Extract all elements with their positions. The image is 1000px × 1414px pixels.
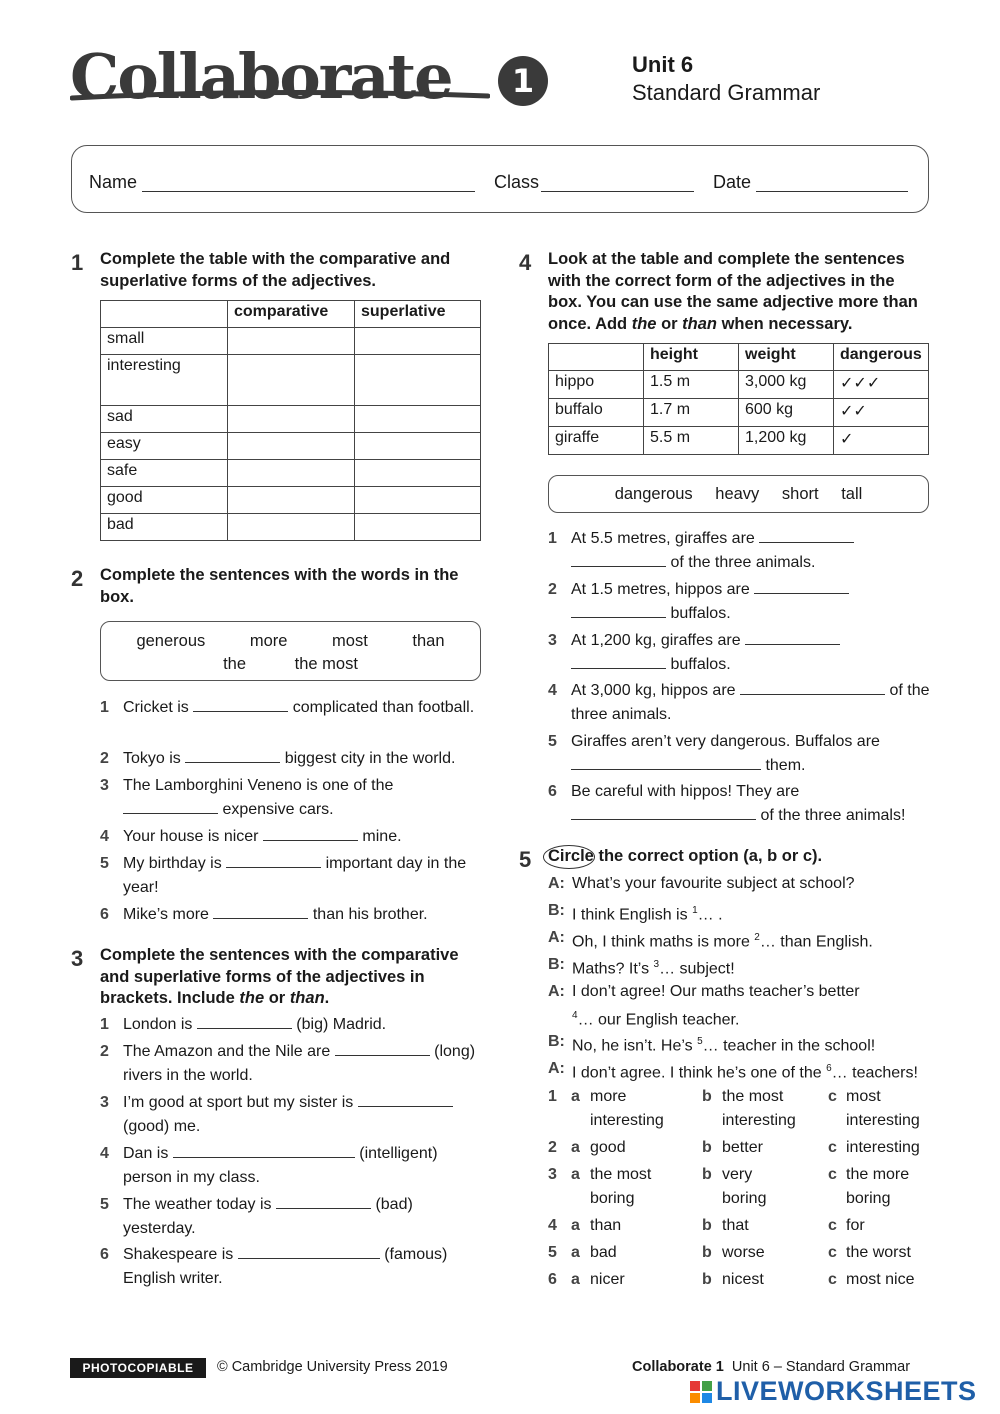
- item-number: 3: [100, 777, 109, 794]
- gap-number: 2: [754, 932, 760, 943]
- option-c[interactable]: most interesting: [846, 1088, 920, 1129]
- option-b[interactable]: better: [722, 1139, 763, 1156]
- exercise-3-number: 3: [71, 946, 84, 971]
- option-c[interactable]: for: [846, 1217, 865, 1234]
- exercise-5-instruction: [548, 846, 928, 868]
- item-text: of the three animals.: [670, 553, 816, 571]
- answer-cell[interactable]: [355, 355, 481, 406]
- item-text: Dan is: [123, 1145, 169, 1162]
- liveworksheets-logo-icon: [690, 1381, 712, 1403]
- dialogue-line: [548, 1057, 933, 1085]
- answer-blank[interactable]: [571, 604, 666, 618]
- item-text: At 3,000 kg, hippos are: [571, 682, 736, 699]
- option-letter: b: [702, 1088, 712, 1105]
- answer-blank[interactable]: [571, 655, 666, 669]
- ex3-item-4: [100, 1142, 485, 1189]
- dialogue-line: [548, 953, 933, 981]
- gap-number: 5: [697, 1036, 703, 1047]
- exercise-3-instruction: [100, 945, 475, 1010]
- option-letter: b: [702, 1217, 712, 1234]
- answer-cell[interactable]: [228, 433, 355, 460]
- item-text: biggest city in the world.: [284, 750, 456, 767]
- item-number: 3: [100, 1094, 109, 1111]
- item-text: My birthday is: [123, 855, 222, 872]
- option-number: 3: [548, 1166, 557, 1183]
- ex3-item-1: [100, 1013, 485, 1037]
- copyright-text: © Cambridge University Press 2019: [217, 1359, 448, 1375]
- dialogue-text: … our English teacher.: [577, 1010, 740, 1028]
- answer-blank[interactable]: [193, 698, 288, 712]
- word-chip: dangerous: [614, 485, 693, 503]
- ex4-item-1: [548, 527, 933, 574]
- ex4-item-4: [548, 679, 933, 726]
- ex2-item-5: [100, 852, 485, 899]
- word-chip: generous: [136, 632, 206, 650]
- speaker: A:: [548, 929, 565, 946]
- item-text: (bad) yesterday.: [123, 1196, 413, 1237]
- animal-name: hippo: [549, 371, 644, 399]
- animal-name: buffalo: [549, 399, 644, 427]
- name-label: Name: [89, 172, 138, 192]
- option-row-3: [548, 1163, 933, 1211]
- speaker: A:: [548, 983, 565, 1000]
- option-a[interactable]: good: [590, 1139, 626, 1156]
- option-b[interactable]: worse: [722, 1244, 765, 1261]
- liveworksheets-watermark: [690, 1376, 977, 1407]
- answer-blank[interactable]: [173, 1144, 355, 1158]
- option-letter: c: [828, 1139, 837, 1156]
- item-text: Shakespeare is: [123, 1246, 234, 1263]
- answer-cell[interactable]: [228, 487, 355, 514]
- header-dangerous: dangerous: [834, 344, 929, 371]
- option-letter: c: [828, 1166, 837, 1183]
- item-number: 6: [100, 906, 109, 923]
- item-text: expensive cars.: [222, 800, 334, 818]
- option-a[interactable]: the most boring: [590, 1166, 652, 1207]
- exercise-1-number: 1: [71, 250, 84, 275]
- ex3-item-2: [100, 1040, 485, 1087]
- dialogue-line: [548, 899, 933, 927]
- instruction-text: the correct option (a, b or c).: [593, 847, 823, 865]
- item-text: London is: [123, 1016, 193, 1033]
- header-weight: weight: [739, 344, 834, 371]
- gap-number: 3: [653, 959, 660, 970]
- option-letter: a: [571, 1088, 580, 1105]
- exercise-4-number: 4: [519, 250, 532, 275]
- date-field[interactable]: [756, 191, 908, 192]
- instruction-italic-the: the: [239, 989, 265, 1007]
- instruction-italic-than: than: [289, 989, 325, 1007]
- answer-cell[interactable]: [355, 328, 481, 355]
- weight-value: 3,000 kg: [739, 371, 834, 399]
- danger-ticks: ✓✓✓: [834, 371, 929, 399]
- instruction-text: Complete the sentences with the comparative and superlative forms of the adjectives in brackets. Include: [100, 946, 459, 1007]
- ex3-item-5: [100, 1193, 485, 1240]
- item-number: 1: [548, 530, 557, 547]
- row-label: small: [101, 328, 228, 355]
- instruction-text: Look at the table and complete the sentences with the correct form of the adjectives in the box. You can use the same adjective more than once. Add: [548, 250, 918, 333]
- option-letter: a: [571, 1244, 580, 1261]
- item-text: (intelligent) person in my class.: [123, 1145, 438, 1186]
- ex2-item-2: [100, 747, 485, 771]
- option-row-5: [548, 1241, 933, 1265]
- exercise-1-instruction: Complete the table with the comparative and superlative forms of the adjectives.: [100, 250, 451, 290]
- answer-blank[interactable]: [276, 1195, 371, 1209]
- option-letter: b: [702, 1139, 712, 1156]
- word-box-2: [100, 621, 481, 681]
- answer-blank[interactable]: [745, 631, 840, 645]
- item-text: I’m good at sport but my sister is: [123, 1094, 354, 1111]
- word-box-4: [548, 475, 929, 513]
- option-c[interactable]: interesting: [846, 1139, 920, 1156]
- option-letter: b: [702, 1271, 712, 1288]
- option-letter: a: [571, 1166, 580, 1183]
- word-chip: than: [412, 632, 445, 650]
- word-chip: more: [249, 632, 288, 650]
- height-value: 1.7 m: [644, 399, 739, 427]
- option-b[interactable]: that: [722, 1217, 749, 1234]
- item-text: The weather today is: [123, 1196, 272, 1213]
- item-number: 3: [548, 632, 557, 649]
- footer-unit-info: [632, 1359, 910, 1375]
- date-label: Date: [713, 172, 752, 192]
- item-text: (long) rivers in the world.: [123, 1043, 476, 1084]
- item-text: important day in the year!: [123, 855, 467, 896]
- table-corner: [549, 344, 644, 371]
- item-text: The Amazon and the Nile are: [123, 1043, 331, 1060]
- item-text: (famous) English writer.: [123, 1246, 448, 1287]
- circle-mark-icon: [543, 845, 595, 869]
- ex2-item-1: [100, 696, 485, 720]
- option-b[interactable]: very boring: [722, 1166, 767, 1207]
- speaker: B:: [548, 956, 565, 973]
- answer-blank[interactable]: [123, 800, 218, 814]
- header-height: height: [644, 344, 739, 371]
- answer-cell[interactable]: [355, 433, 481, 460]
- dialogue-line: [548, 926, 933, 954]
- option-row-6: [548, 1268, 933, 1292]
- dialogue-text: I don’t agree. I think he’s one of the: [572, 1064, 827, 1082]
- item-text: buffalos.: [670, 604, 731, 622]
- option-b[interactable]: the most interesting: [722, 1088, 796, 1129]
- option-letter: c: [828, 1088, 837, 1105]
- exercise-4-instruction: [548, 249, 928, 335]
- answer-cell[interactable]: [228, 328, 355, 355]
- ex3-item-3: [100, 1091, 485, 1138]
- item-number: 4: [100, 828, 109, 845]
- item-text: of the three animals!: [760, 806, 906, 824]
- weight-value: 600 kg: [739, 399, 834, 427]
- answer-cell[interactable]: [355, 514, 481, 541]
- speaker: B:: [548, 902, 565, 919]
- class-label: Class: [494, 172, 540, 192]
- option-a[interactable]: nicer: [590, 1271, 625, 1288]
- option-letter: c: [828, 1217, 837, 1234]
- option-c[interactable]: the more boring: [846, 1166, 910, 1207]
- logo-swoosh-icon: [70, 84, 490, 104]
- item-text: At 1,200 kg, giraffes are: [571, 632, 741, 649]
- logo-text: Collaborate: [70, 40, 452, 113]
- instruction-text: or: [264, 989, 290, 1007]
- option-letter: c: [828, 1271, 837, 1288]
- item-number: 4: [548, 682, 557, 699]
- exercise-2-number: 2: [71, 566, 84, 591]
- answer-cell[interactable]: [355, 460, 481, 487]
- item-text: Be careful with hippos! They are: [571, 783, 800, 800]
- option-letter: b: [702, 1166, 712, 1183]
- item-number: 1: [100, 699, 109, 716]
- exercise-2-instruction: Complete the sentences with the words in the box.: [100, 566, 459, 606]
- option-a[interactable]: bad: [590, 1244, 617, 1261]
- header-superlative: superlative: [355, 301, 481, 328]
- answer-blank[interactable]: [571, 553, 666, 567]
- row-label: interesting: [101, 355, 228, 406]
- footer-unit-text: Unit 6 – Standard Grammar: [731, 1359, 911, 1375]
- dialogue-text: … teacher in the school!: [702, 1037, 876, 1055]
- ex2-item-6: [100, 903, 485, 927]
- answer-blank[interactable]: [185, 749, 280, 763]
- answer-cell[interactable]: [355, 487, 481, 514]
- ex4-item-3: [548, 629, 933, 676]
- option-c[interactable]: most nice: [846, 1271, 915, 1288]
- option-row-4: [548, 1214, 933, 1238]
- weight-value: 1,200 kg: [739, 427, 834, 455]
- word-chip: the: [223, 655, 247, 673]
- item-number: 5: [548, 733, 557, 750]
- animals-table: [548, 343, 929, 455]
- item-number: 6: [548, 783, 557, 800]
- item-text: The Lamborghini Veneno is one of the: [123, 777, 394, 794]
- option-letter: b: [702, 1244, 712, 1261]
- speaker: B:: [548, 1033, 565, 1050]
- danger-ticks: ✓✓: [834, 399, 929, 427]
- instruction-text: when necessary.: [717, 314, 853, 333]
- exercise-5-number: 5: [519, 847, 532, 872]
- answer-blank[interactable]: [213, 905, 308, 919]
- watermark-text: LIVEWORKSHEETS: [716, 1376, 977, 1406]
- item-text: than his brother.: [312, 906, 428, 923]
- item-number: 5: [100, 1196, 109, 1213]
- header-comparative: comparative: [228, 301, 355, 328]
- dialogue-line: [548, 872, 933, 896]
- name-field[interactable]: [142, 191, 475, 192]
- item-text: At 5.5 metres, giraffes are: [571, 530, 755, 547]
- dialogue-text: Maths? It’s: [572, 960, 654, 978]
- answer-cell[interactable]: [228, 406, 355, 433]
- option-number: 1: [548, 1088, 557, 1105]
- row-label: sad: [101, 406, 228, 433]
- row-label: easy: [101, 433, 228, 460]
- class-field[interactable]: [541, 191, 694, 192]
- word-chip: tall: [841, 485, 863, 503]
- dialogue-line: [548, 1030, 933, 1058]
- option-number: 4: [548, 1217, 557, 1234]
- dialogue-text: … teachers!: [831, 1064, 918, 1082]
- unit-subtitle: Standard Grammar: [632, 80, 821, 105]
- answer-cell[interactable]: [228, 355, 355, 406]
- item-text: (big) Madrid.: [296, 1016, 387, 1033]
- item-text: Your house is nicer: [123, 828, 259, 845]
- item-text: At 1.5 metres, hippos are: [571, 581, 750, 598]
- option-number: 5: [548, 1244, 557, 1261]
- item-text: Giraffes aren’t very dangerous. Buffalos are: [571, 733, 880, 750]
- dialogue-text: What’s your favourite subject at school?: [572, 875, 855, 892]
- answer-blank[interactable]: [197, 1015, 292, 1029]
- unit-title: Unit 6: [632, 52, 694, 77]
- answer-blank[interactable]: [759, 529, 854, 543]
- gap-number: 1: [692, 905, 698, 916]
- item-text: complicated than football.: [292, 699, 475, 716]
- item-text: buffalos.: [670, 655, 731, 673]
- option-a[interactable]: than: [590, 1217, 622, 1234]
- dialogue-text: … .: [697, 906, 723, 924]
- adjectives-table: [100, 300, 481, 541]
- answer-blank[interactable]: [571, 756, 761, 770]
- instruction-italic-than: than: [682, 314, 717, 333]
- option-number: 6: [548, 1271, 557, 1288]
- item-text: Tokyo is: [123, 750, 181, 767]
- option-row-1: [548, 1085, 933, 1133]
- instruction-text: or: [656, 314, 683, 333]
- instruction-text: .: [324, 989, 330, 1007]
- item-number: 2: [100, 1043, 109, 1060]
- dialogue-text: … than English.: [759, 933, 873, 951]
- item-text: Cricket is: [123, 699, 189, 716]
- row-label: bad: [101, 514, 228, 541]
- item-number: 5: [100, 855, 109, 872]
- answer-blank[interactable]: [358, 1093, 453, 1107]
- item-text: Mike’s more: [123, 906, 209, 923]
- option-letter: a: [571, 1139, 580, 1156]
- option-letter: c: [828, 1244, 837, 1261]
- item-number: 2: [548, 581, 557, 598]
- answer-cell[interactable]: [355, 406, 481, 433]
- speaker: A:: [548, 875, 565, 892]
- dialogue-text: I think English is: [572, 906, 693, 924]
- item-number: 4: [100, 1145, 109, 1162]
- ex4-item-2: [548, 578, 933, 625]
- word-chip: the most: [294, 655, 358, 673]
- dialogue-text: Oh, I think maths is more: [572, 933, 755, 951]
- gap-number: 6: [826, 1063, 832, 1074]
- danger-ticks: ✓: [834, 427, 929, 455]
- height-value: 5.5 m: [644, 427, 739, 455]
- ex2-item-3: [100, 774, 485, 821]
- option-letter: a: [571, 1271, 580, 1288]
- collaborate-logo: [70, 40, 452, 113]
- option-b[interactable]: nicest: [722, 1271, 764, 1288]
- dialogue-line: [548, 980, 933, 1031]
- dialogue-text: I don’t agree! Our maths teacher’s better: [572, 983, 860, 1000]
- answer-blank[interactable]: [571, 806, 756, 820]
- option-number: 2: [548, 1139, 557, 1156]
- gap-number: 4: [572, 1009, 578, 1021]
- item-number: 1: [100, 1016, 109, 1033]
- word-chip: heavy: [715, 485, 760, 503]
- answer-cell[interactable]: [228, 460, 355, 487]
- item-number: 6: [100, 1246, 109, 1263]
- option-c[interactable]: the worst: [846, 1244, 911, 1261]
- dialogue-text: … subject!: [659, 960, 735, 978]
- answer-blank[interactable]: [740, 681, 885, 695]
- answer-blank[interactable]: [263, 827, 358, 841]
- ex4-item-6: [548, 780, 933, 827]
- item-text: three animals.: [571, 705, 672, 723]
- answer-blank[interactable]: [226, 854, 321, 868]
- row-label: good: [101, 487, 228, 514]
- ex2-item-4: [100, 825, 485, 849]
- option-row-2: [548, 1136, 933, 1160]
- ex3-item-6: [100, 1243, 485, 1290]
- answer-blank[interactable]: [335, 1042, 430, 1056]
- word-chip: most: [332, 632, 368, 650]
- table-corner: [101, 301, 228, 328]
- level-badge: 1: [498, 56, 548, 106]
- item-text: (good) me.: [123, 1117, 201, 1135]
- item-text: them.: [765, 756, 806, 774]
- ex4-item-5: [548, 730, 933, 777]
- option-a[interactable]: more interesting: [590, 1088, 664, 1129]
- item-text: of the: [889, 682, 930, 699]
- animal-name: giraffe: [549, 427, 644, 455]
- photocopiable-badge: PHOTOCOPIABLE: [70, 1358, 206, 1378]
- dialogue-text: No, he isn’t. He’s: [572, 1037, 698, 1055]
- option-letter: a: [571, 1217, 580, 1234]
- answer-cell[interactable]: [228, 514, 355, 541]
- height-value: 1.5 m: [644, 371, 739, 399]
- answer-blank[interactable]: [754, 580, 849, 594]
- item-text: mine.: [362, 828, 402, 845]
- row-label: safe: [101, 460, 228, 487]
- answer-blank[interactable]: [238, 1245, 380, 1259]
- word-chip: short: [781, 485, 819, 503]
- footer-book-title: Collaborate 1: [632, 1359, 724, 1375]
- speaker: A:: [548, 1060, 565, 1077]
- instruction-circle-word: Circle: [548, 847, 594, 865]
- instruction-italic-the: the: [631, 314, 657, 333]
- item-number: 2: [100, 750, 109, 767]
